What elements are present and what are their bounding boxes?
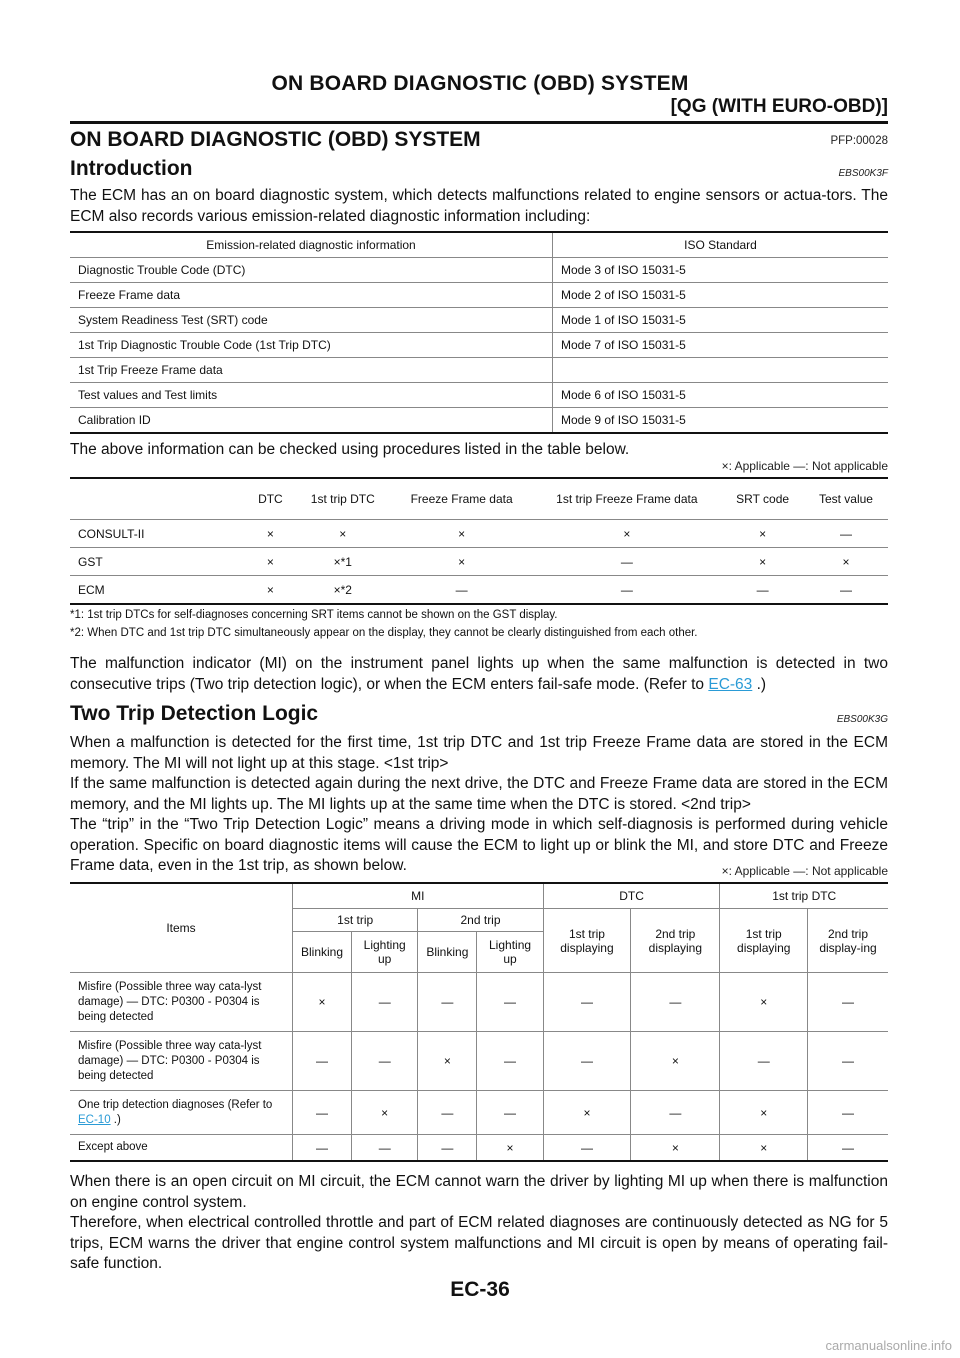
- table-cell: —: [721, 576, 804, 605]
- table-row: [70, 973, 888, 1032]
- table-cell: ×: [721, 548, 804, 576]
- dtc-second-trip-displaying: 2nd trip displaying: [631, 909, 720, 973]
- row-label: Misfire (Possible three way cata-lyst damage) — DTC: P0300 - P0304 is being detected: [70, 973, 293, 1032]
- table-cell: [553, 358, 889, 383]
- two-trip-table: [70, 882, 888, 1162]
- ec-63-link[interactable]: EC-63: [708, 675, 753, 693]
- table-row: [70, 258, 888, 283]
- mi-second-trip-header: 2nd trip: [418, 909, 543, 932]
- row-label: Except above: [70, 1135, 293, 1162]
- table-cell: Mode 6 of ISO 15031-5: [553, 383, 889, 408]
- table-cell: System Readiness Test (SRT) code: [70, 308, 553, 333]
- row-label: ECM: [70, 576, 246, 605]
- blinking-header: Blinking: [418, 932, 477, 973]
- table-cell: —: [293, 1091, 352, 1135]
- table-row: [70, 283, 888, 308]
- column-header: Emission-related diagnostic information: [70, 232, 553, 258]
- applicable-legend: ×: Applicable —: Not applicable: [721, 459, 888, 473]
- table-row: [70, 408, 888, 434]
- table-cell: —: [543, 1032, 631, 1091]
- table-cell: ×: [246, 548, 295, 576]
- column-header: [70, 478, 246, 520]
- row-label: GST: [70, 548, 246, 576]
- table-row: [70, 548, 888, 576]
- row-label: [70, 1091, 293, 1135]
- two-trip-code: EBS00K3G: [836, 714, 888, 725]
- page-header-subtitle: [QG (WITH EURO-OBD)]: [670, 96, 888, 117]
- table-row: [70, 1091, 888, 1135]
- lighting-up-header: Lighting up: [352, 932, 418, 973]
- table-cell: —: [352, 1032, 418, 1091]
- table-cell: ×: [804, 548, 888, 576]
- table-cell: ×*2: [295, 576, 391, 605]
- lighting-up-header: Lighting up: [477, 932, 543, 973]
- table-cell: Diagnostic Trouble Code (DTC): [70, 258, 553, 283]
- table-cell: ×: [631, 1032, 720, 1091]
- table-cell: —: [720, 1032, 808, 1091]
- row-label: CONSULT-II: [70, 520, 246, 548]
- table-cell: ×: [295, 520, 391, 548]
- table-cell: —: [808, 1032, 889, 1091]
- table-row: [70, 358, 888, 383]
- table-cell: ×: [246, 520, 295, 548]
- table-cell: —: [477, 973, 543, 1032]
- fail-safe-paragraph: Therefore, when electrical controlled throttle and part of ECM related diagnoses are continuously detected as NG for 5 trips, ECM warns the driver that engine control system malfunctions and MI circuit is open by means of operating fail-safe function.: [70, 1214, 888, 1272]
- header-divider: [70, 121, 888, 124]
- table-cell: ×*1: [295, 548, 391, 576]
- checking-paragraph: The above information can be checked using procedures listed in the table below.: [70, 441, 630, 458]
- first-trip-dtc-header: 1st trip DTC: [720, 883, 888, 909]
- table-header-row: [70, 232, 888, 258]
- two-trip-paragraph-3: The “trip” in the “Two Trip Detection Logic” means a driving mode in which self-diagnosis is performed during vehicle operation. Specific on board diagnostic items will cause the ECM to light up or blink the MI, and store DTC and Freeze Frame data, even in the 1st trip, as shown below.: [70, 816, 888, 874]
- section-code: PFP:00028: [830, 135, 888, 147]
- row-label: Misfire (Possible three way cata-lyst damage) — DTC: P0300 - P0304 is being detected: [70, 1032, 293, 1091]
- column-header: Test value: [804, 478, 888, 520]
- items-header: Items: [70, 883, 293, 973]
- table-cell: —: [543, 1135, 631, 1162]
- table-row: [70, 1135, 888, 1162]
- table-cell: Mode 3 of ISO 15031-5: [553, 258, 889, 283]
- introduction-heading: Introduction: [70, 157, 193, 180]
- intro-paragraph: The ECM has an on board diagnostic system, which detects malfunctions related to engine sensors or actua-tors. The ECM also records various emission-related diagnostic information including:: [70, 187, 888, 225]
- table-cell: —: [808, 973, 889, 1032]
- first-dtc-second-trip-display-ing: 2nd trip display-ing: [808, 909, 889, 973]
- two-trip-paragraph-1: When a malfunction is detected for the first time, 1st trip DTC and 1st trip Freeze Frame data are stored in the ECM memory. The MI will not light up at this stage. <1st trip>: [70, 734, 888, 772]
- dtc-header: DTC: [543, 883, 720, 909]
- table-cell: ×: [391, 520, 533, 548]
- table-cell: ×: [720, 1091, 808, 1135]
- table-cell: —: [808, 1091, 889, 1135]
- table-cell: —: [804, 520, 888, 548]
- footnote-1: *1: 1st trip DTCs for self-diagnoses concerning SRT items cannot be shown on the GST display.: [70, 609, 558, 621]
- mi-paragraph-end: .): [752, 675, 767, 693]
- ec-10-link[interactable]: EC-10: [78, 1113, 111, 1126]
- mi-paragraph-text: The malfunction indicator (MI) on the instrument panel lights up when the same malfunction is detected in two consecutive trips (Two trip detection logic), or when the ECM enters fail-safe mode. (Refer to: [70, 655, 888, 693]
- table-cell: Mode 2 of ISO 15031-5: [553, 283, 889, 308]
- open-circuit-paragraph: When there is an open circuit on MI circuit, the ECM cannot warn the driver by lighting MI up when there is malfunction on engine control system.: [70, 1173, 888, 1211]
- table-row: [70, 576, 888, 605]
- dtc-first-trip-displaying: 1st trip displaying: [543, 909, 631, 973]
- table-cell: —: [418, 1135, 477, 1162]
- table-cell: —: [808, 1135, 889, 1162]
- table-cell: —: [352, 1135, 418, 1162]
- mi-paragraph: [70, 654, 888, 695]
- table-cell: —: [391, 576, 533, 605]
- table-cell: —: [631, 973, 720, 1032]
- table-cell: —: [804, 576, 888, 605]
- introduction-code: EBS00K3F: [838, 168, 888, 179]
- column-header: SRT code: [721, 478, 804, 520]
- two-trip-heading: Two Trip Detection Logic: [70, 702, 319, 725]
- table-cell: 1st Trip Diagnostic Trouble Code (1st Trip DTC): [70, 333, 553, 358]
- table-cell: ×: [543, 1091, 631, 1135]
- iso-standard-table: [70, 231, 888, 434]
- table-row: [70, 333, 888, 358]
- page-number: EC-36: [450, 1278, 510, 1301]
- table-cell: Mode 7 of ISO 15031-5: [553, 333, 889, 358]
- first-dtc-first-trip-displaying: 1st trip displaying: [720, 909, 808, 973]
- row-label-end: .): [110, 1113, 121, 1126]
- column-header: Freeze Frame data: [391, 478, 533, 520]
- table-cell: Freeze Frame data: [70, 283, 553, 308]
- table-cell: 1st Trip Freeze Frame data: [70, 358, 553, 383]
- table-cell: ×: [418, 1032, 477, 1091]
- mi-first-trip-header: 1st trip: [293, 909, 418, 932]
- table-cell: —: [418, 1091, 477, 1135]
- table-cell: —: [352, 973, 418, 1032]
- two-trip-paragraph-2: If the same malfunction is detected again during the next drive, the DTC and Freeze Frame data are stored in the ECM memory, and the MI lights up. The MI lights up at the same time when the DTC is stored. <2nd trip>: [70, 775, 888, 813]
- table-cell: Mode 1 of ISO 15031-5: [553, 308, 889, 333]
- applicable-legend-2: ×: Applicable —: Not applicable: [721, 864, 888, 878]
- availability-table: [70, 477, 888, 605]
- table-cell: —: [418, 973, 477, 1032]
- table-cell: Test values and Test limits: [70, 383, 553, 408]
- page-header-title: ON BOARD DIAGNOSTIC (OBD) SYSTEM: [271, 72, 689, 95]
- mi-header: MI: [293, 883, 544, 909]
- table-cell: Calibration ID: [70, 408, 553, 434]
- blinking-header: Blinking: [293, 932, 352, 973]
- table-cell: ×: [391, 548, 533, 576]
- row-label-text: One trip detection diagnoses (Refer to: [78, 1098, 273, 1111]
- table-cell: —: [477, 1091, 543, 1135]
- table-cell: ×: [477, 1135, 543, 1162]
- column-header: 1st trip DTC: [295, 478, 391, 520]
- table-header-row: [70, 883, 888, 909]
- table-cell: ×: [246, 576, 295, 605]
- table-cell: ×: [720, 1135, 808, 1162]
- watermark: carmanualsonline.info: [825, 1338, 952, 1353]
- column-header: ISO Standard: [553, 232, 889, 258]
- table-cell: —: [532, 576, 721, 605]
- table-cell: ×: [720, 973, 808, 1032]
- table-cell: Mode 9 of ISO 15031-5: [553, 408, 889, 434]
- column-header: 1st trip Freeze Frame data: [532, 478, 721, 520]
- table-cell: —: [543, 973, 631, 1032]
- table-cell: —: [293, 1135, 352, 1162]
- table-cell: —: [532, 548, 721, 576]
- table-row: [70, 308, 888, 333]
- table-cell: ×: [352, 1091, 418, 1135]
- table-cell: ×: [532, 520, 721, 548]
- table-row: [70, 1032, 888, 1091]
- column-header: DTC: [246, 478, 295, 520]
- section-title: ON BOARD DIAGNOSTIC (OBD) SYSTEM: [70, 128, 481, 151]
- table-cell: ×: [721, 520, 804, 548]
- table-cell: —: [631, 1091, 720, 1135]
- table-header-row: [70, 478, 888, 520]
- footnote-2: *2: When DTC and 1st trip DTC simultaneously appear on the display, they cannot be clearly distinguished from each other.: [70, 627, 698, 639]
- table-cell: ×: [293, 973, 352, 1032]
- table-cell: —: [293, 1032, 352, 1091]
- table-row: [70, 383, 888, 408]
- table-cell: ×: [631, 1135, 720, 1162]
- table-row: [70, 520, 888, 548]
- table-cell: —: [477, 1032, 543, 1091]
